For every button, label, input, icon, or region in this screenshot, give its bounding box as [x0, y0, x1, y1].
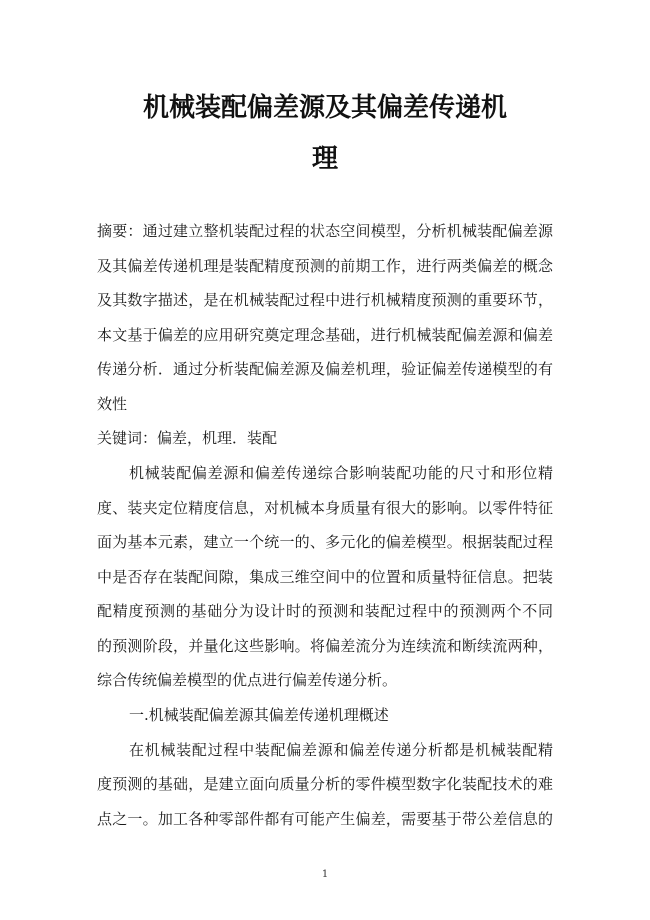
keywords-line: 关键词：偏差，机理．装配: [97, 429, 278, 447]
abstract-line: 及其偏差传递机理是装配精度预测的前期工作，进行两类偏差的概念: [97, 257, 553, 275]
document-title-line-1: 机械装配偏差源及其偏差传递机: [142, 93, 507, 123]
intro-line: 机械装配偏差源和偏差传递综合影响装配功能的尺寸和形位精: [129, 464, 553, 482]
document-title-line-2: 理: [311, 144, 338, 174]
intro-line: 综合传统偏差模型的优点进行偏差传递分析。: [97, 671, 398, 689]
intro-line: 配精度预测的基础分为设计时的预测和装配过程中的预测两个不同: [97, 602, 553, 620]
section-heading: 一.机械装配偏差源其偏差传递机理概述: [129, 706, 389, 724]
abstract-line: 传递分析．通过分析装配偏差源及偏差机理，验证偏差传递模型的有: [97, 360, 553, 378]
abstract-line: 效性: [97, 395, 128, 413]
section-line: 在机械装配过程中装配偏差源和偏差传递分析都是机械装配精: [129, 741, 553, 759]
abstract-line: 本文基于偏差的应用研究奠定理念基础，进行机械装配偏差源和偏差: [97, 326, 553, 344]
section-line: 度预测的基础，是建立面向质量分析的零件模型数字化装配技术的难: [97, 775, 553, 793]
intro-line: 面为基本元素，建立一个统一的、多元化的偏差模型。根据装配过程: [97, 533, 553, 551]
intro-line: 度、装夹定位精度信息，对机械本身质量有很大的影响。以零件特征: [97, 499, 553, 517]
intro-line: 的预测阶段，并量化这些影响。将偏差流分为连续流和断续流两种，: [97, 637, 553, 655]
abstract-line: 摘要：通过建立整机装配过程的状态空间模型，分析机械装配偏差源: [97, 222, 553, 240]
abstract-line: 及其数字描述，是在机械装配过程中进行机械精度预测的重要环节，: [97, 291, 553, 309]
intro-line: 中是否存在装配间隙，集成三维空间中的位置和质量特征信息。把装: [97, 568, 553, 586]
section-line: 点之一。加工各种零部件都有可能产生偏差，需要基于带公差信息的: [97, 810, 553, 828]
page-number: 1: [321, 869, 329, 880]
